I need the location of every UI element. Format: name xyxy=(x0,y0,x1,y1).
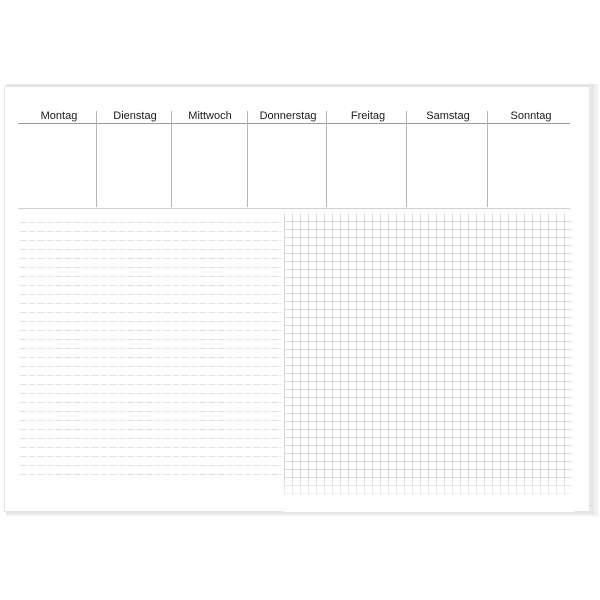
day-divider xyxy=(96,111,97,207)
day-label-sonntag: Sonntag xyxy=(510,110,552,122)
lined-notes-dash-overlay xyxy=(20,214,282,482)
grid-notes-area xyxy=(284,214,571,498)
day-label-dienstag: Dienstag xyxy=(113,110,157,122)
day-label-samstag: Samstag xyxy=(426,110,470,122)
day-divider xyxy=(171,111,172,207)
day-label-montag: Montag xyxy=(40,110,78,122)
day-divider xyxy=(247,111,248,207)
day-label-freitag: Freitag xyxy=(350,110,386,122)
day-divider xyxy=(326,111,327,207)
day-label-donnerstag: Donnerstag xyxy=(259,110,317,122)
weekday-header xyxy=(20,108,572,208)
day-divider xyxy=(487,111,488,207)
grid-fade xyxy=(284,476,574,512)
days-bottom-rule xyxy=(18,208,570,209)
day-divider xyxy=(406,111,407,207)
day-label-mittwoch: Mittwoch xyxy=(188,110,232,122)
